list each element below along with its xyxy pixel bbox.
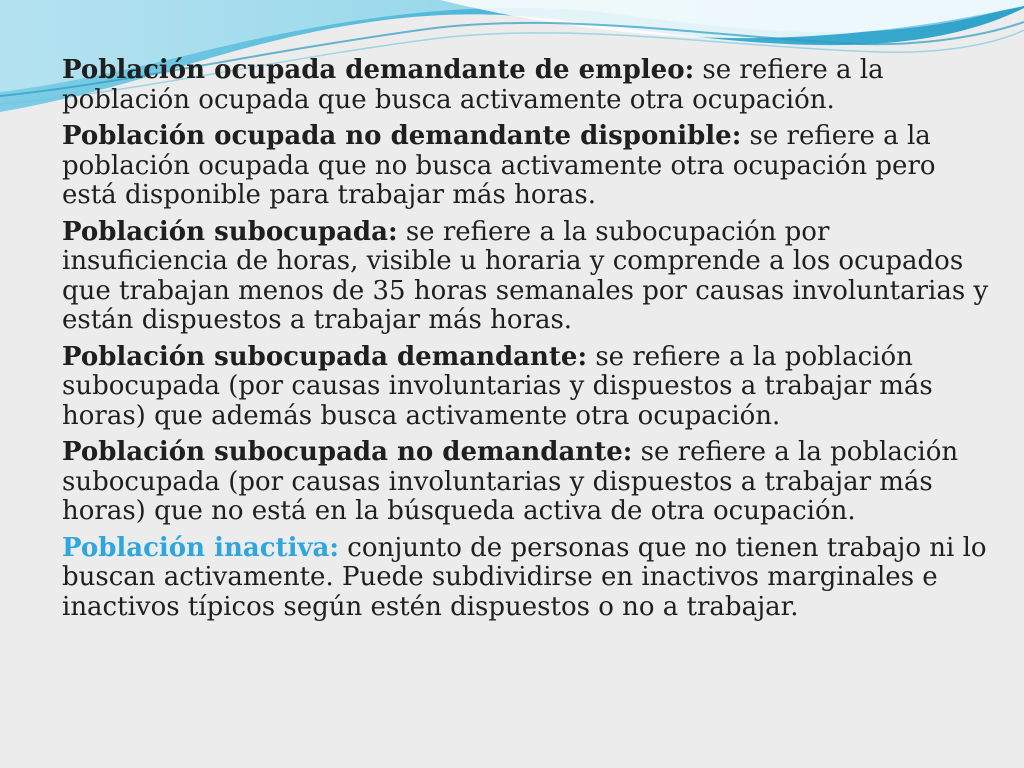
definition-term: Población subocupada demandante: [62,341,588,372]
definition-ocupada-no-demandante [62,122,992,211]
definition-inactiva [62,534,992,623]
definition-text: se refiere a la población ocupada que busca activamente otra ocupación. [62,55,884,115]
definition-term-highlight: Población inactiva: [62,532,339,563]
definition-subocupada [62,218,992,336]
definition-text: se refiere a la población subocupada (por causas involuntarias y dispuestos a trabajar más horas) que además busca activamente otra ocupación. [62,341,933,431]
definition-term: Población ocupada demandante de empleo: [62,55,695,85]
definition-text: se refiere a la población subocupada (por causas involuntarias y dispuestos a trabajar más horas) que no está en la búsqueda activa de otra ocupación. [62,437,959,526]
definition-subocupada-demandante [62,343,992,432]
definition-term: Población subocupada: [62,216,398,247]
definition-text: se refiere a la población ocupada que no busca activamente otra ocupación pero está disponible para trabajar más horas. [62,121,936,210]
definition-text: se refiere a la subocupación por insuficiencia de horas, visible u horaria y comprende a los ocupados que trabajan menos de 35 horas semanales por causas involuntarias y están dispuestos a trabajar más horas. [62,216,989,335]
definition-ocupada-demandante [62,56,992,115]
definition-term: Población subocupada no demandante: [62,437,633,467]
definitions-list [62,56,992,629]
definition-term: Población ocupada no demandante disponible: [62,121,742,151]
definition-subocupada-no-demandante [62,438,992,527]
definition-text: conjunto de personas que no tienen trabajo ni lo buscan activamente. Puede subdividirse en inactivos marginales e inactivos típicos según estén dispuestos o no a trabajar. [62,532,987,622]
